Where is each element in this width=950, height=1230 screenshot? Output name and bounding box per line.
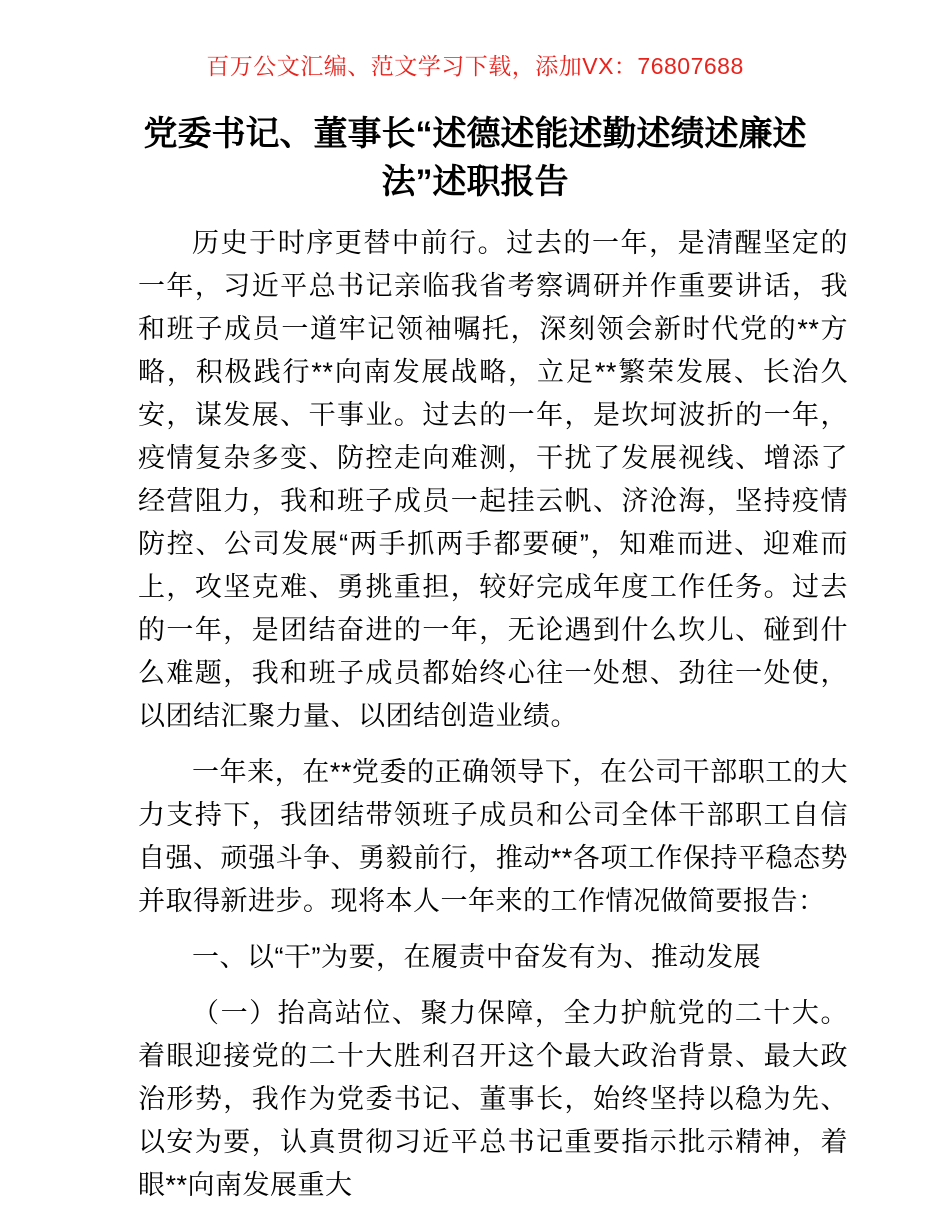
document-title: 党委书记、董事长“述德述能述勤述绩述廉述法”述职报告 [143, 115, 807, 201]
paragraph-intro-year-review: 历史于时序更替中前行。过去的一年，是清醒坚定的一年，习近平总书记亲临我省考察调研并作重要讲话，我和班子成员一道牢记领袖嘱托，深刻领会新时代党的**方略，积极践行**向南发展战略，立足**繁荣发展、长治久安，谋发展、干事业。过去的一年，是坎坷波折的一年，疫情复杂多变、防控走向难测，干扰了发展视线、增添了经营阻力，我和班子成员一起挂云帆、济沧海，坚持疫情防控、公司发展“两手抓两手都要硬”，知难而进、迎难而上，攻坚克难、勇挑重担，较好完成年度工作任务。过去的一年，是团结奋进的一年，无论遇到什么坎儿、碰到什么难题，我和班子成员都始终心往一处想、劲往一处使，以团结汇聚力量、以团结创造业绩。 [138, 228, 848, 731]
section-heading-1: 一、以“干”为要，在履责中奋发有为、推动发展 [192, 942, 761, 972]
document-body [138, 222, 848, 1207]
paragraph-report-lead-in: 一年来，在**党委的正确领导下，在公司干部职工的大力支持下，我团结带领班子成员和公司全体干部职工自信自强、顽强斗争、勇毅前行，推动**各项工作保持平稳态势并取得新进步。现将本人一年来的工作情况做简要报告： [138, 757, 848, 916]
promo-header-notice: 百万公文汇编、范文学习下载，添加VX：76807688 [206, 53, 744, 79]
paragraph-subsection-1: （一）抬高站位、聚力保障，全力护航党的二十大。着眼迎接党的二十大胜利召开这个最大政治背景、最大政治形势，我作为党委书记、董事长，始终坚持以稳为先、以安为要，认真贯彻习近平总书记重要指示批示精神，着眼**向南发展重大 [138, 998, 848, 1200]
